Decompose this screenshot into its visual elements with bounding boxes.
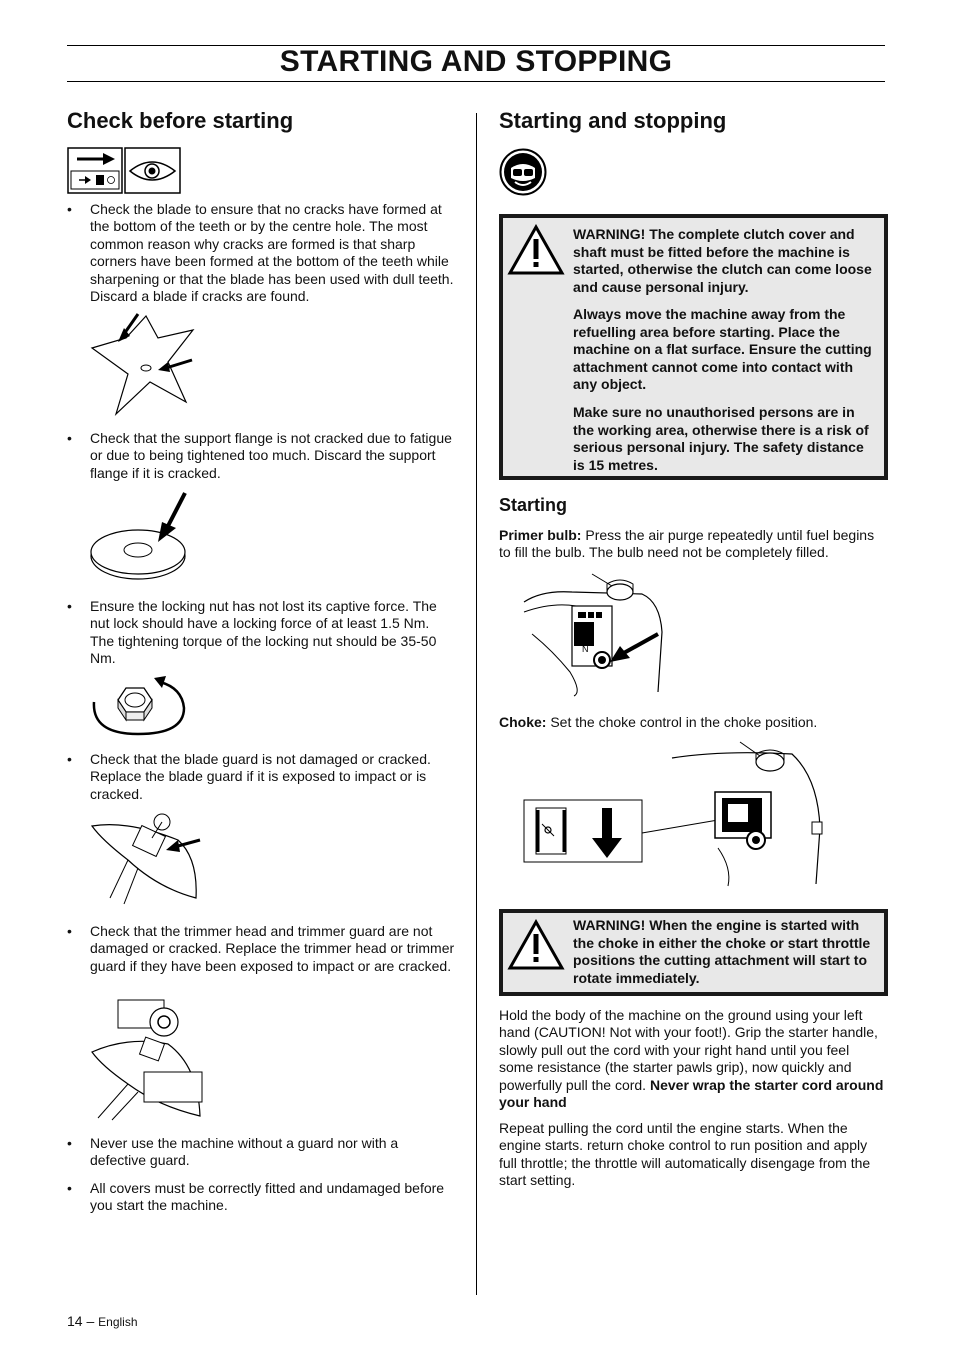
page-number: 14 – bbox=[67, 1313, 95, 1329]
starter-cord-paragraph bbox=[499, 1007, 887, 1111]
primer-bulb-illustration bbox=[522, 572, 667, 703]
warning-clutch-text: WARNING! The complete clutch cover and shaft must be fitted before the machine is started, otherwise the clutch can come loose and cause personal injury. bbox=[573, 226, 872, 295]
footer-language: English bbox=[98, 1315, 138, 1329]
bullet-covers-fitted: • All covers must be correctly fitted and undamaged before you start the machine. bbox=[67, 1180, 455, 1215]
primer-bulb-text: Press the air purge repeatedly until fuel begins to fill the bulb. The bulb need not be completely filled. bbox=[499, 527, 875, 561]
subheading-starting: Starting bbox=[499, 495, 568, 515]
header-bottom-rule bbox=[67, 81, 885, 82]
warning-choke-text: WARNING! When the engine is started with the choke in either the choke or start throttle positions the cutting attachment will start to rotate immediately. bbox=[573, 917, 871, 986]
column-divider bbox=[476, 113, 477, 1295]
bullet-trimmer-head: • Check that the trimmer head and trimmer guard are not damaged or cracked. Replace the trimmer head or trimmer guard if they have been exposed to impact or are cracked. bbox=[67, 923, 455, 975]
warning-triangle-icon bbox=[507, 224, 565, 281]
support-flange-illustration bbox=[88, 490, 193, 590]
bullet-blade-guard: • Check that the blade guard is not damaged or cracked. Replace the blade guard if it is exposed to impact or is cracked. bbox=[67, 751, 455, 803]
choke-label: Choke: bbox=[499, 714, 547, 730]
starter-cord-warning: Never wrap the starter cord around your hand bbox=[499, 1076, 884, 1111]
section-heading-starting-stopping: Starting and stopping bbox=[499, 108, 727, 133]
primer-bulb-paragraph bbox=[499, 527, 887, 562]
page-footer bbox=[67, 1312, 138, 1331]
bullet-support-flange: • Check that the support flange is not cracked due to fatigue or due to being tightened too much. Discard the support flange if it is cracked. bbox=[67, 430, 455, 482]
choke-n-symbol: N bbox=[582, 644, 589, 654]
protective-goggles-icon bbox=[499, 148, 547, 201]
choke-illustration bbox=[522, 738, 828, 893]
choke-paragraph bbox=[499, 714, 887, 731]
repeat-pulling-paragraph: Repeat pulling the cord until the engine starts. When the engine starts. return choke control to run position and apply full throttle; the throttle will automatically disengage from the start setting. bbox=[499, 1120, 871, 1189]
warning-triangle-icon bbox=[507, 919, 565, 976]
choke-text: Set the choke control in the choke position. bbox=[546, 714, 818, 730]
warning-box-clutch bbox=[499, 214, 888, 480]
bullet-locking-nut: • Ensure the locking nut has not lost its captive force. The nut lock should have a locking force of at least 1.5 Nm. The tightening torque of the locking nut should be 35-50 Nm. bbox=[67, 598, 455, 668]
inspect-symbols-icon bbox=[67, 147, 182, 199]
blade-guard-illustration bbox=[88, 808, 206, 913]
primer-bulb-label: Primer bulb: bbox=[499, 527, 582, 543]
trimmer-head-illustration bbox=[88, 996, 206, 1127]
locking-nut-illustration bbox=[88, 672, 188, 745]
warning-box-choke bbox=[499, 909, 888, 996]
blade-crack-illustration bbox=[88, 310, 200, 423]
bullet-blade-cracks: • Check the blade to ensure that no cracks have formed at the bottom of the teeth or by the centre hole. The most common reason why cracks are formed is that sharp corners have been formed at the bottom of the teeth while sharpening or that the blade has been used with dull teeth. Discard a blade if cracks are found. bbox=[67, 201, 455, 305]
section-heading-check: Check before starting bbox=[67, 108, 294, 133]
page-title: STARTING AND STOPPING bbox=[279, 45, 673, 78]
warning-persons-text: Make sure no unauthorised persons are in the working area, otherwise there is a risk of serious personal injury. The safety distance is 15 metres. bbox=[573, 404, 869, 473]
bullet-no-guard: • Never use the machine without a guard nor with a defective guard. bbox=[67, 1135, 455, 1170]
starter-cord-text: Hold the body of the machine on the ground using your left hand (CAUTION! Not with your foot!). Grip the starter handle, slowly pull out the cord with your right hand until you feel some resistance (the starter pawls grip), now quickly and powerfully pull the cord. bbox=[499, 1007, 878, 1093]
warning-refuelling-text: Always move the machine away from the refuelling area before starting. Place the machine on a flat surface. Ensure the cutting attachment cannot come into contact with any object. bbox=[573, 306, 872, 393]
